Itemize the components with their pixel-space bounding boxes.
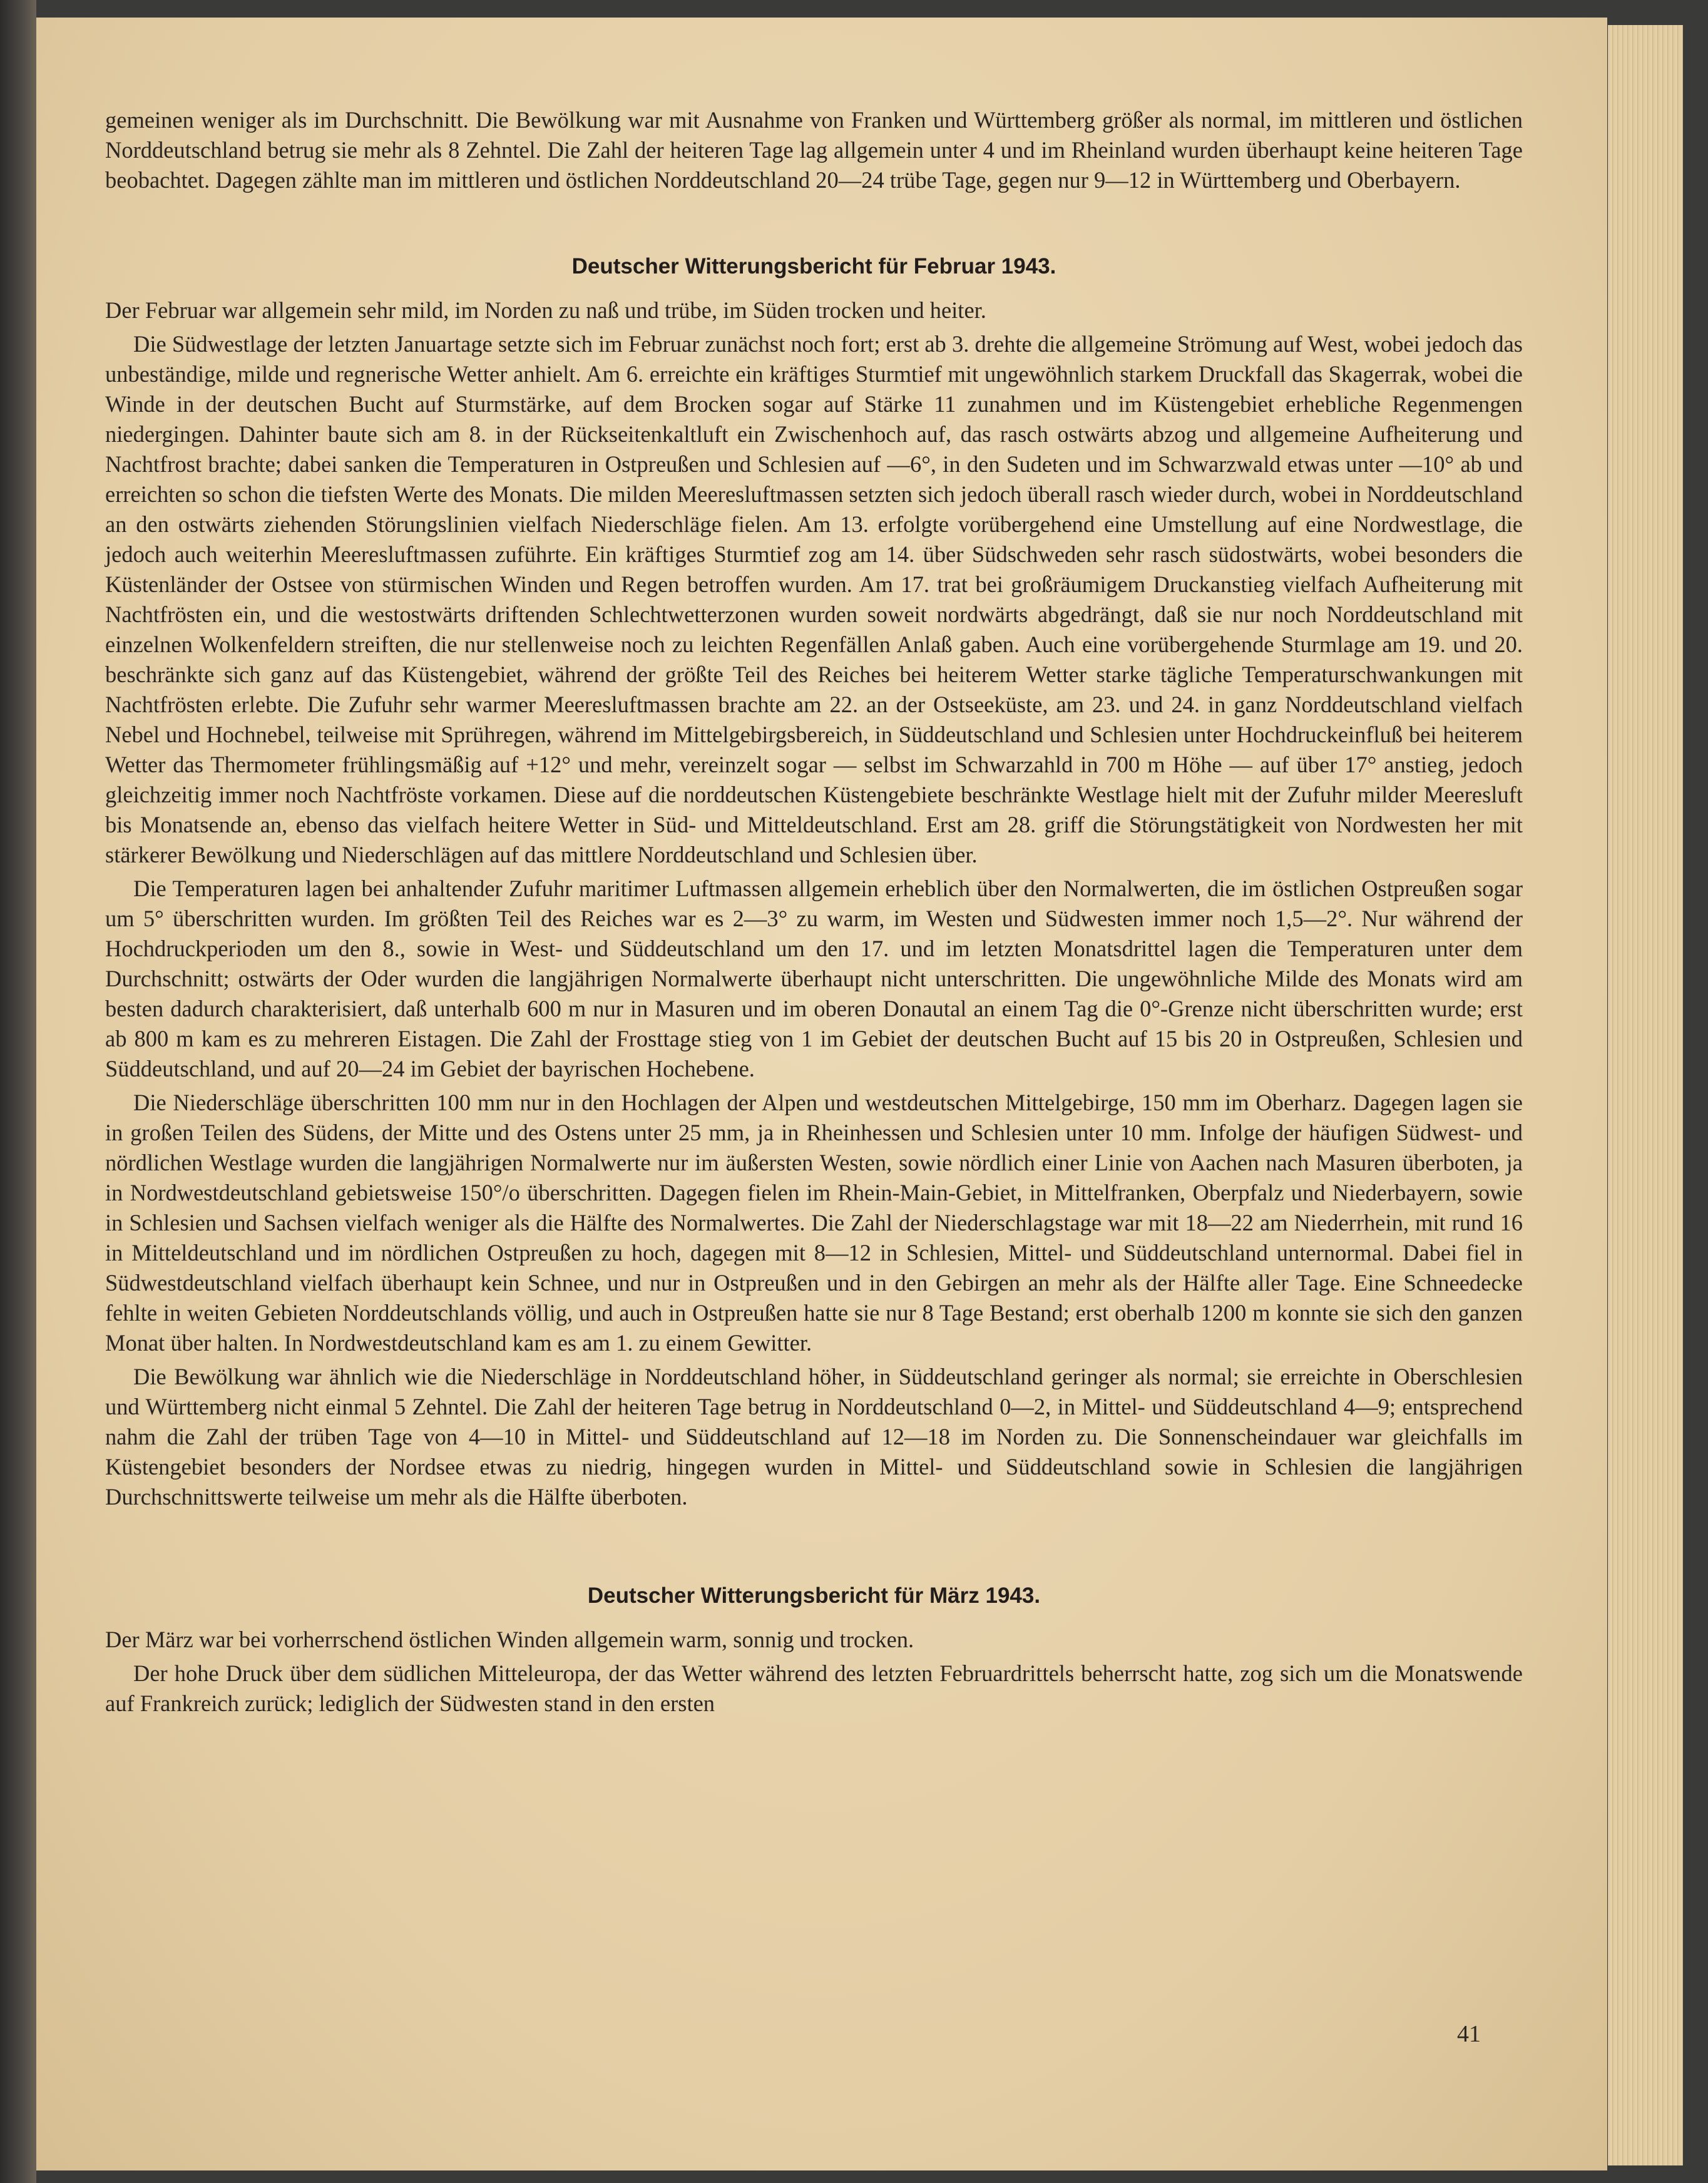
february-paragraph: Die Südwestlage der letzten Januartage setzte sich im Februar zunächst noch fort; erst ab 3. drehte die allgemeine Strömung auf West, wobei jedoch das unbeständige, milde und regnerische Wetter anhielt. Am 6. erreichte ein kräftiges Sturmtief mit ungewöhnlich starkem Druckfall das Skagerrak, wobei die Winde in der deutschen Bucht auf Sturmstärke, auf dem Brocken sogar auf Stärke 11 zunahmen und im Küstengebiet erhebliche Regenmengen niedergingen. Dahinter baute sich am 8. in der Rückseitenkaltluft ein Zwischenhoch auf, das rasch ostwärts abzog und allgemeine Aufheiterung und Nachtfrost brachte; dabei sanken die Temperaturen in Ostpreußen und Schlesien auf —6°, in den Sudeten und im Schwarzwald etwas unter —10° ab und erreichten so schon die tiefsten Werte des Monats. Die milden Meeresluftmassen setzten sich jedoch überall rasch wieder durch, wobei in Norddeutschland an den ostwärts ziehenden Störungslinien vielfach Niederschläge fielen. Am 13. erfolgte vorübergehend eine Umstellung auf eine Nordwestlage, die jedoch auch weiterhin Meeresluftmassen zuführte. Ein kräftiges Sturmtief zog am 14. über Südschweden sehr rasch südostwärts, wobei besonders die Küstenländer der Ostsee von stürmischen Winden und Regen betroffen wurden. Am 17. trat bei großräumigem Druckanstieg vielfach Aufheiterung mit Nachtfrösten ein, und die westostwärts driftenden Schlechtwetterzonen wurden soweit nordwärts abgedrängt, daß sie nur noch Norddeutschland mit einzelnen Wolkenfeldern streiften, die nur stellenweise noch zu leichten Regenfällen Anlaß gaben. Auch eine vorübergehende Sturmlage am 19. und 20. beschränkte sich ganz auf das Küstengebiet, während der größte Teil des Reiches bei heiterem Wetter starke tägliche Temperaturschwankungen mit Nachtfrösten erlebte. Die Zufuhr sehr warmer Meeresluftmassen brachte am 22. an der Ostseeküste, am 23. und 24. in ganz Norddeutschland vielfach Nebel und Hochnebel, teilweise mit Sprühregen, während im Mittelgebirgsbereich, in Süddeutschland und Schlesien unter Hochdruckeinfluß bei heiterem Wetter das Thermometer frühlingsmäßig auf +12° und mehr, vereinzelt sogar — selbst im Schwarzahld in 700 m Höhe — auf über 17° anstieg, jedoch gleichzeitig immer noch Nachtfröste vorkamen. Diese auf die norddeutschen Küstengebiete beschränkte Westlage hielt mit der Zufuhr milder Meeresluft bis Monatsende an, ebenso das vielfach heitere Wetter in Süd- und Mitteldeutschland. Erst am 28. griff die Störungstätigkeit von Nordwesten her mit stärkerer Bewölkung und Niederschlägen auf das mittlere Norddeutschland und Schlesien über. xyxy=(105,331,1523,867)
february-paragraph: Der Februar war allgemein sehr mild, im Norden zu naß und trübe, im Süden trocken und heiter. xyxy=(105,297,986,323)
page-stack-edge xyxy=(1608,25,1683,2165)
page-number: 41 xyxy=(1457,2021,1481,2047)
march-paragraph: Der März war bei vorherrschend östlichen Winden allgemein warm, sonnig und trocken. xyxy=(105,1627,914,1652)
february-heading: Deutscher Witterungsbericht für Februar 1943. xyxy=(571,254,1056,279)
book-binding xyxy=(0,0,36,2183)
march-paragraph: Der hohe Druck über dem südlichen Mitteleuropa, der das Wetter während des letzten Februardrittels beherrscht hatte, zog sich um die Monatswende auf Frankreich zurück; lediglich der Südwesten stand in den ersten xyxy=(105,1660,1523,1716)
intro-paragraph: gemeinen weniger als im Durchschnitt. Die Bewölkung war mit Ausnahme von Franken und Württemberg größer als normal, im mittleren und östlichen Norddeutschland betrug sie mehr als 8 Zehntel. Die Zahl der heiteren Tage lag allgemein unter 4 und im Rheinland wurden überhaupt keine heiteren Tage beobachtet. Dagegen zählte man im mittleren und östlichen Norddeutschland 20—24 trübe Tage, gegen nur 9—12 in Württemberg und Oberbayern. xyxy=(105,107,1523,193)
document-page xyxy=(36,18,1607,2170)
february-paragraph: Die Bewölkung war ähnlich wie die Niederschläge in Norddeutschland höher, in Süddeutschland geringer als normal; sie erreichte in Oberschlesien und Württemberg nicht einmal 5 Zehntel. Die Zahl der heiteren Tage betrug in Norddeutschland 0—2, in Mittel- und Süddeutschland 4—9; entsprechend nahm die Zahl der trüben Tage von 4—10 in Mittel- und Süddeutschland auf 12—18 im Norden zu. Die Sonnenscheindauer war gleichfalls im Küstengebiet besonders der Nordsee etwas zu niedrig, hingegen wurden in Mittel- und Süddeutschland sowie in Schlesien die langjährigen Durchschnittswerte teilweise um mehr als die Hälfte überboten. xyxy=(105,1364,1523,1510)
february-paragraph: Die Temperaturen lagen bei anhaltender Zufuhr maritimer Luftmassen allgemein erheblich über den Normalwerten, die im östlichen Ostpreußen sogar um 5° überschritten wurden. Im größten Teil des Reiches war es 2—3° zu warm, im Westen und Südwesten immer noch 1,5—2°. Nur während der Hochdruckperioden um den 8., sowie in West- und Süddeutschland um den 17. und im letzten Monatsdrittel lagen die Temperaturen unter dem Durchschnitt; ostwärts der Oder wurden die langjährigen Normalwerte überhaupt nicht unterschritten. Die ungewöhnliche Milde des Monats wird am besten dadurch charakterisiert, daß unterhalb 600 m nur in Masuren und im oberen Donautal an einem Tag die 0°-Grenze nicht überschritten wurde; erst ab 800 m kam es zu mehreren Eistagen. Die Zahl der Frosttage stieg von 1 im Gebiet der deutschen Bucht auf 15 bis 20 in Ostpreußen, Schlesien und Süddeutschland, und auf 20—24 im Gebiet der bayrischen Hochebene. xyxy=(105,876,1523,1081)
february-paragraph: Die Niederschläge überschritten 100 mm nur in den Hochlagen der Alpen und westdeutschen Mittelgebirge, 150 mm im Oberharz. Dagegen lagen sie in großen Teilen des Südens, der Mitte und des Ostens unter 25 mm, ja in Rheinhessen und Schlesien unter 10 mm. Infolge der häufigen Südwest- und nördlichen Westlage wurden die langjährigen Normalwerte nur im äußersten Westen, sowie nördlich einer Linie von Aachen nach Masuren überboten, ja in Nordwestdeutschland gebietsweise 150°/o überschritten. Dagegen fielen im Rhein-Main-Gebiet, in Mittelfranken, Oberpfalz und Niederbayern, sowie in Schlesien und Sachsen vielfach weniger als die Hälfte des Normalwertes. Die Zahl der Niederschlagstage war mit 18—22 am Niederrhein, mit rund 16 in Mitteldeutschland und im nördlichen Ostpreußen zu hoch, dagegen mit 8—12 in Schlesien, Mittel- und Süddeutschland unternormal. Dabei fiel in Südwestdeutschland vielfach überhaupt kein Schnee, und nur in Ostpreußen und in den Gebirgen an mehr als der Hälfte aller Tage. Eine Schneedecke fehlte in weiten Gebieten Norddeutschlands völlig, und auch in Ostpreußen hatte sie nur 8 Tage Bestand; erst oberhalb 1200 m konnte sie sich den ganzen Monat über halten. In Nordwestdeutschland kam es am 1. zu einem Gewitter. xyxy=(105,1090,1523,1356)
page-content xyxy=(105,105,1523,1722)
march-heading: Deutscher Witterungsbericht für März 1943. xyxy=(587,1583,1041,1608)
